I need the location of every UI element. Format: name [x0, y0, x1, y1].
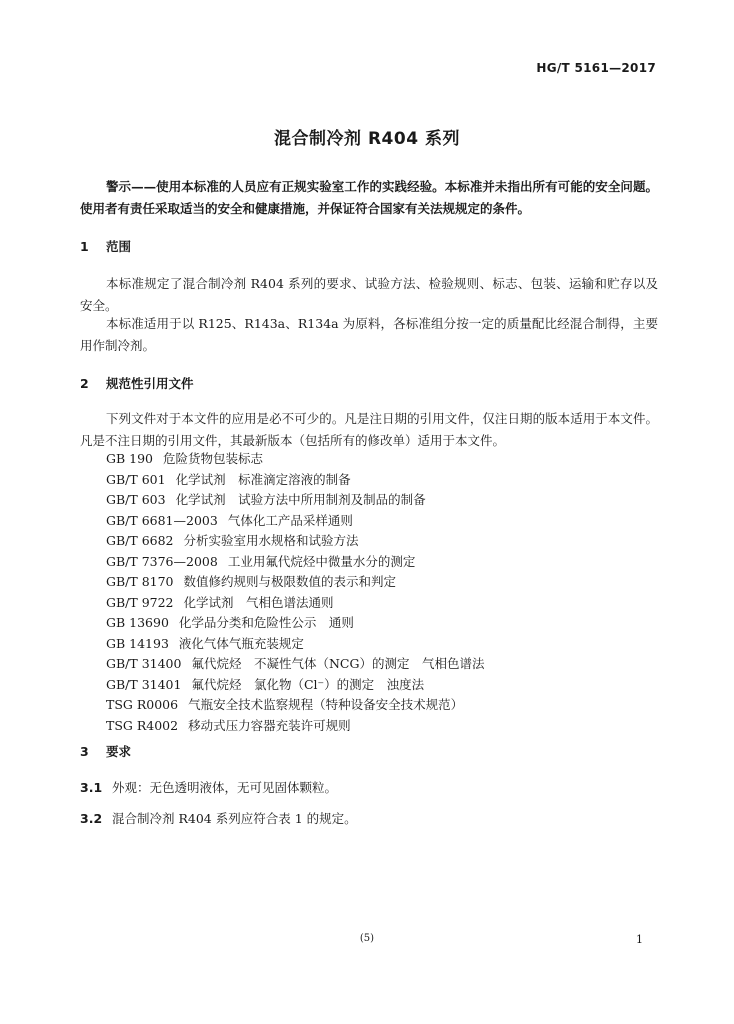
reference-title: 工业用氟代烷烃中微量水分的测定: [227, 553, 416, 569]
reference-code: GB/T 603: [106, 492, 166, 507]
reference-code: GB 14193: [106, 635, 169, 651]
clause-3-2: [80, 809, 357, 829]
document-title: 混合制冷剂 R404 系列: [274, 129, 460, 149]
references-intro: 下列文件对于本文件的应用是必不可少的。凡是注日期的引用文件，仅注日期的版本适用于本文件。凡是不注日期的引用文件，其最新版本（包括所有的修改单）适用于本文件。: [80, 411, 658, 448]
reference-title: 化学试剂 气相色谱法通则: [183, 594, 334, 610]
reference-code: GB 13690: [106, 615, 169, 630]
reference-title: 液化气体气瓶充装规定: [178, 635, 304, 651]
section-title: 规范性引用文件: [106, 376, 194, 391]
clause-text: 外观：无色透明液体，无可见固体颗粒。: [112, 780, 338, 795]
reference-title: 分析实验室用水规格和试验方法: [183, 533, 359, 548]
reference-code: GB 190: [106, 451, 154, 466]
warning-paragraph: 警示——使用本标准的人员应有正规实验室工作的实践经验。本标准并未指出所有可能的安全问题。使用者有责任采取适当的安全和健康措施，并保证符合国家有关法规规定的条件。: [80, 179, 658, 216]
reference-item: [106, 634, 484, 655]
clause-3-1: [80, 778, 337, 798]
reference-title: 化学品分类和危险性公示 通则: [178, 615, 354, 630]
reference-code: GB/T 31400: [106, 656, 182, 671]
reference-list: [106, 449, 484, 736]
scope-paragraph-2: 本标准适用于以 R125、R143a、R134a 为原料，各标准组分按一定的质量配比经混合制得，主要用作制冷剂。: [80, 316, 658, 353]
reference-code: TSG R4002: [106, 717, 179, 733]
section-number: 2: [80, 376, 89, 391]
reference-title: 气瓶安全技术监察规程（特种设备安全技术规范）: [188, 697, 464, 712]
clause-number: 3.1: [80, 780, 103, 795]
footer-page-number: 1: [636, 933, 643, 946]
reference-code: GB/T 6682: [106, 533, 174, 548]
reference-item: [106, 490, 484, 511]
reference-title: 数值修约规则与极限数值的表示和判定: [183, 574, 397, 589]
reference-item: [106, 470, 484, 491]
reference-code: GB/T 9722: [106, 594, 174, 610]
reference-code: GB/T 8170: [106, 574, 174, 589]
reference-item: [106, 572, 484, 593]
reference-item: [106, 593, 484, 614]
footer-sheet-number: (5): [359, 933, 375, 944]
reference-title: 气体化工产品采样通则: [227, 512, 353, 528]
reference-item: [106, 654, 484, 675]
reference-title: 化学试剂 标准滴定溶液的制备: [175, 471, 351, 487]
reference-title: 氟代烷烃 氯化物（Cl⁻）的测定 浊度法: [191, 676, 425, 692]
reference-item: [106, 531, 484, 552]
section-3-heading: [80, 742, 131, 760]
reference-item: [106, 613, 484, 634]
reference-title: 氟代烷烃 不凝性气体（NCG）的测定 气相色谱法: [191, 656, 485, 671]
section-title: 范围: [106, 239, 132, 254]
reference-item: [106, 695, 484, 716]
reference-item: [106, 511, 484, 532]
reference-code: GB/T 6681—2003: [106, 512, 218, 528]
clause-text: 混合制冷剂 R404 系列应符合表 1 的规定。: [112, 811, 357, 826]
reference-item: [106, 449, 484, 470]
reference-title: 危险货物包装标志: [163, 451, 264, 466]
scope-paragraph-1: 本标准规定了混合制冷剂 R404 系列的要求、试验方法、检验规则、标志、包装、运输和贮存以及安全。: [80, 276, 658, 313]
section-title: 要求: [106, 744, 132, 759]
reference-code: TSG R0006: [106, 697, 179, 712]
reference-code: GB/T 7376—2008: [106, 553, 218, 569]
reference-code: GB/T 31401: [106, 676, 182, 692]
reference-item: [106, 552, 484, 573]
reference-code: GB/T 601: [106, 471, 166, 487]
reference-title: 移动式压力容器充装许可规则: [188, 717, 351, 733]
clause-number: 3.2: [80, 811, 103, 826]
section-2-heading: [80, 374, 194, 392]
section-number: 1: [80, 239, 89, 254]
section-number: 3: [80, 744, 89, 759]
reference-item: [106, 675, 484, 696]
section-1-heading: [80, 237, 131, 255]
standard-code: HG/T 5161—2017: [536, 61, 656, 75]
reference-item: [106, 716, 484, 737]
reference-title: 化学试剂 试验方法中所用制剂及制品的制备: [175, 492, 426, 507]
